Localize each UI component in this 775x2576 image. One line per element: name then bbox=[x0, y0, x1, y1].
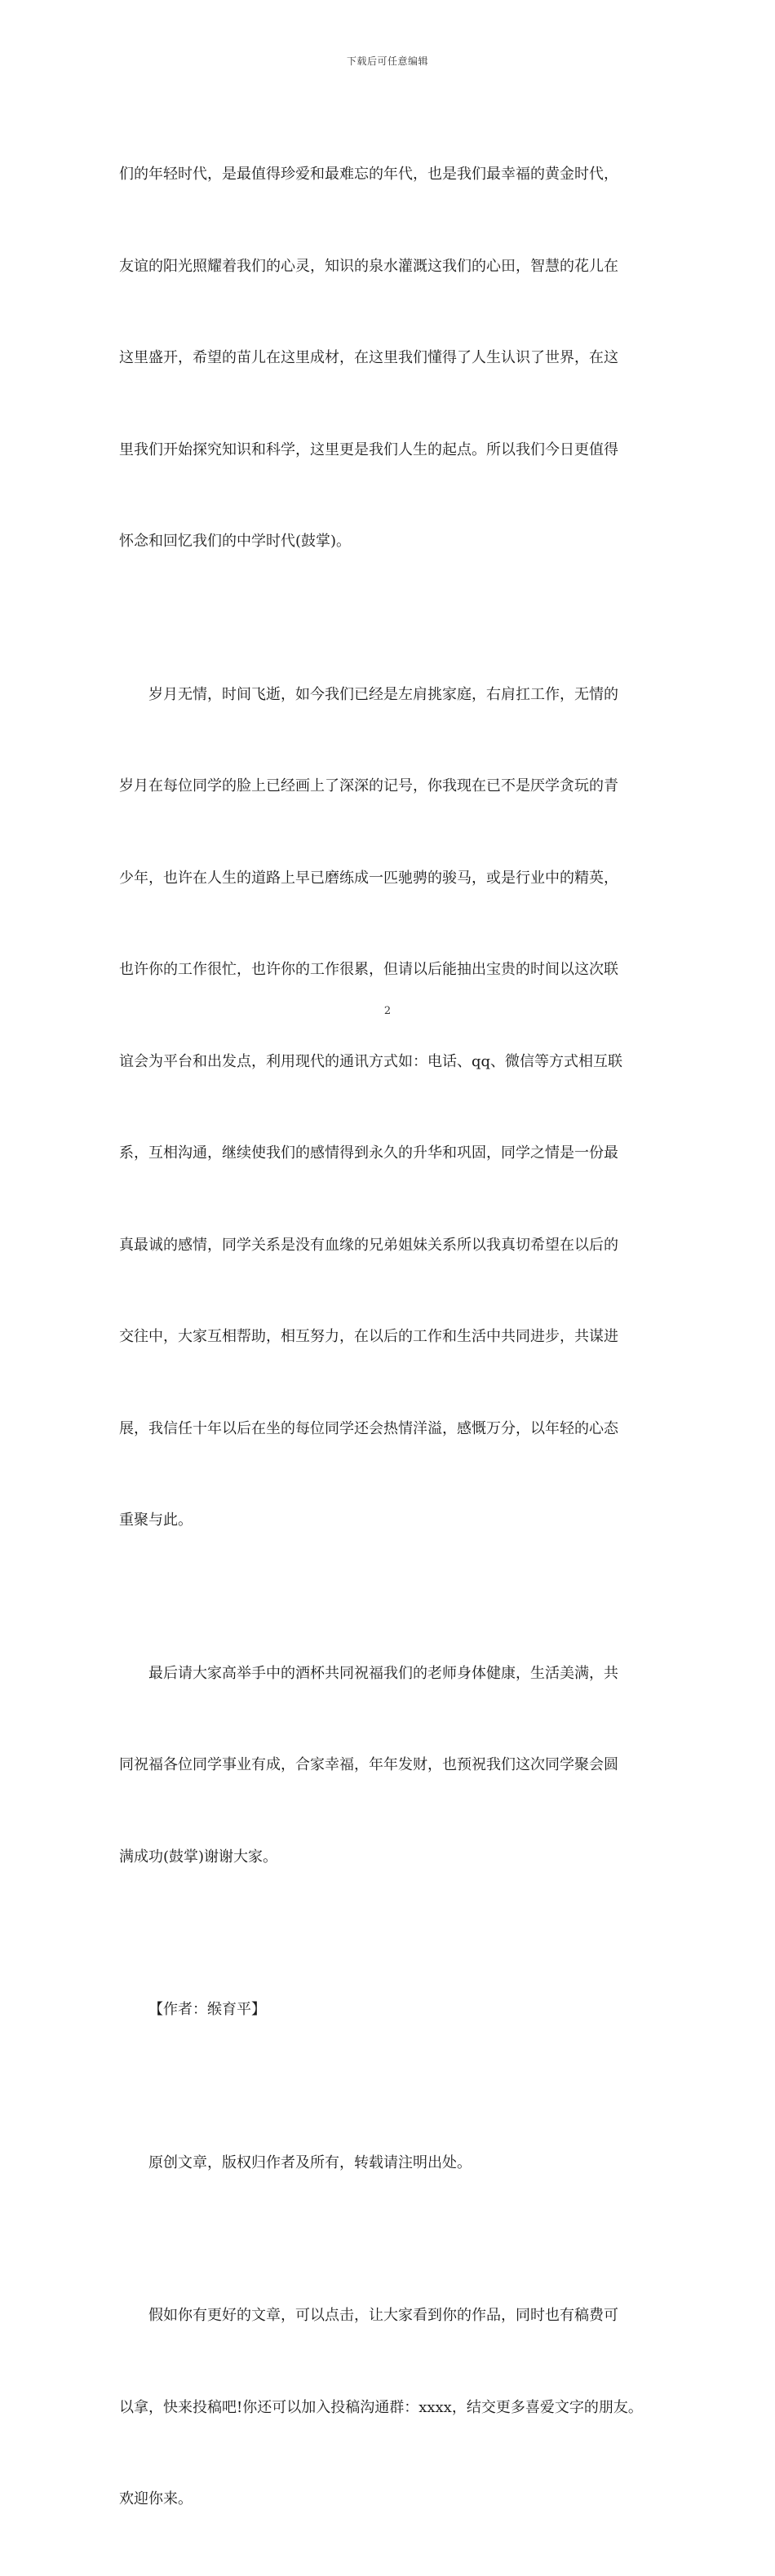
text-line: 同祝福各位同学事业有成，合家幸福，年年发财，也预祝我们这次同学聚会圆 bbox=[119, 1756, 618, 1773]
page-header: 下载后可任意编辑 bbox=[346, 55, 428, 67]
text-line: 交往中，大家互相帮助，相互努力，在以后的工作和生活中共同进步，共谋进 bbox=[119, 1328, 618, 1345]
text-line: 友谊的阳光照耀着我们的心灵，知识的泉水灌溉这我们的心田，智慧的花儿在 bbox=[119, 257, 618, 275]
text-line: 重聚与此。 bbox=[119, 1512, 193, 1529]
page-number: 2 bbox=[383, 1005, 392, 1017]
text-line: 系，互相沟通，继续使我们的感情得到永久的升华和巩固，同学之情是一份最 bbox=[119, 1144, 618, 1162]
text-line: 谊会为平台和出发点，利用现代的通讯方式如：电话、qq、微信等方式相互联 bbox=[119, 1052, 623, 1070]
copyright-notice bbox=[119, 2087, 661, 2240]
paragraph-1 bbox=[119, 98, 661, 618]
author-line bbox=[119, 1933, 661, 2087]
text-line: 岁月无情，时间飞逝，如今我们已经是左肩挑家庭，右肩扛工作，无情的 bbox=[148, 685, 618, 703]
text-line: 岁月在每位同学的脸上已经画上了深深的记号，你我现在已不是厌学贪玩的青 bbox=[119, 777, 618, 794]
text-line: 欢迎你来。 bbox=[119, 2490, 193, 2507]
text-line: 少年，也许在人生的道路上早已磨练成一匹驰骋的骏马，或是行业中的精英， bbox=[119, 869, 618, 887]
submission-invite bbox=[119, 2239, 661, 2576]
text-line: 原创文章，版权归作者及所有，转载请注明出处。 bbox=[148, 2153, 472, 2171]
text-line: 【作者：缑育平】 bbox=[148, 2001, 266, 2018]
text-line: 展，我信任十年以后在坐的每位同学还会热情洋溢，感慨万分，以年轻的心态 bbox=[119, 1419, 618, 1437]
document-body bbox=[119, 98, 661, 2576]
text-line: 也许你的工作很忙，也许你的工作很累，但请以后能抽出宝贵的时间以这次联 bbox=[119, 961, 618, 978]
text-line: 怀念和回忆我们的中学时代(鼓掌)。 bbox=[119, 533, 352, 550]
text-line: 最后请大家高举手中的酒杯共同祝福我们的老师身体健康，生活美满，共 bbox=[148, 1664, 618, 1682]
text-line: 里我们开始探究知识和科学，这里更是我们人生的起点。所以我们今日更值得 bbox=[119, 440, 618, 458]
text-line: 们的年轻时代，是最值得珍爱和最难忘的年代，也是我们最幸福的黄金时代， bbox=[119, 166, 618, 183]
text-line: 真最诚的感情，同学关系是没有血缘的兄弟姐妹关系所以我真切希望在以后的 bbox=[119, 1236, 618, 1254]
text-line: 这里盛开，希望的苗儿在这里成材，在这里我们懂得了人生认识了世界，在这 bbox=[119, 349, 618, 366]
text-line: 满成功(鼓掌)谢谢大家。 bbox=[119, 1848, 278, 1866]
paragraph-3 bbox=[119, 1597, 661, 1934]
text-line: 以拿，快来投稿吧!你还可以加入投稿沟通群：xxxx，结交更多喜爱文字的朋友。 bbox=[119, 2398, 643, 2416]
text-line: 假如你有更好的文章，可以点击，让大家看到你的作品，同时也有稿费可 bbox=[148, 2307, 618, 2324]
paragraph-2 bbox=[119, 618, 661, 1597]
